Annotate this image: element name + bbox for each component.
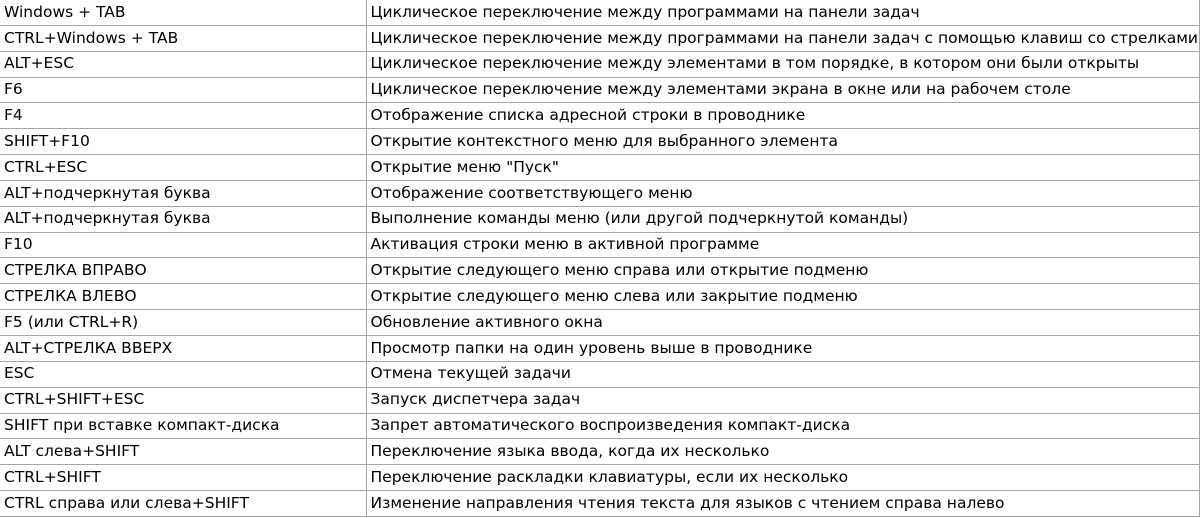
table-row <box>0 413 1199 439</box>
shortcut-key-cell: Windows + TAB <box>0 0 366 25</box>
shortcut-action-cell: Запрет автоматического воспроизведения компакт-диска <box>366 413 1199 439</box>
shortcut-action-cell: Переключение языка ввода, когда их несколько <box>366 439 1199 465</box>
table-row <box>0 51 1199 77</box>
table-row <box>0 103 1199 129</box>
shortcut-key-cell: ALT+ESC <box>0 51 366 77</box>
shortcut-action-cell: Отображение соответствующего меню <box>366 180 1199 206</box>
table-row <box>0 335 1199 361</box>
shortcut-key-cell: ALT+подчеркнутая буква <box>0 180 366 206</box>
shortcut-action-cell: Циклическое переключение между элементами экрана в окне или на рабочем столе <box>366 77 1199 103</box>
shortcut-key-cell: CTRL+ESC <box>0 155 366 181</box>
table-row <box>0 0 1199 25</box>
shortcut-key-cell: СТРЕЛКА ВПРАВО <box>0 258 366 284</box>
shortcut-action-cell: Отображение списка адресной строки в проводнике <box>366 103 1199 129</box>
shortcut-action-cell: Циклическое переключение между элементами в том порядке, в котором они были открыты <box>366 51 1199 77</box>
shortcut-key-cell: CTRL справа или слева+SHIFT <box>0 491 366 517</box>
shortcut-key-cell: CTRL+Windows + TAB <box>0 25 366 51</box>
shortcut-action-cell: Активация строки меню в активной программе <box>366 232 1199 258</box>
shortcut-key-cell: ALT слева+SHIFT <box>0 439 366 465</box>
shortcut-key-cell: CTRL+SHIFT <box>0 465 366 491</box>
table-row <box>0 129 1199 155</box>
table-row <box>0 310 1199 336</box>
shortcut-key-cell: СТРЕЛКА ВЛЕВО <box>0 284 366 310</box>
shortcut-key-cell: F5 (или CTRL+R) <box>0 310 366 336</box>
shortcut-action-cell: Открытие меню "Пуск" <box>366 155 1199 181</box>
table-row <box>0 491 1199 517</box>
shortcut-key-cell: ESC <box>0 361 366 387</box>
table-row <box>0 361 1199 387</box>
shortcut-key-cell: SHIFT при вставке компакт-диска <box>0 413 366 439</box>
shortcut-key-cell: ALT+СТРЕЛКА ВВЕРХ <box>0 335 366 361</box>
shortcut-action-cell: Циклическое переключение между программами на панели задач с помощью клавиш со стрелками <box>366 25 1199 51</box>
shortcut-action-cell: Открытие контекстного меню для выбранного элемента <box>366 129 1199 155</box>
shortcut-key-cell: F10 <box>0 232 366 258</box>
table-row <box>0 284 1199 310</box>
table-row <box>0 465 1199 491</box>
table-row <box>0 206 1199 232</box>
table-row <box>0 180 1199 206</box>
shortcut-key-cell: ALT+подчеркнутая буква <box>0 206 366 232</box>
shortcut-action-cell: Запуск диспетчера задач <box>366 387 1199 413</box>
shortcut-action-cell: Выполнение команды меню (или другой подчеркнутой команды) <box>366 206 1199 232</box>
shortcut-action-cell: Отмена текущей задачи <box>366 361 1199 387</box>
shortcut-action-cell: Изменение направления чтения текста для языков с чтением справа налево <box>366 491 1199 517</box>
table-row <box>0 25 1199 51</box>
table-row <box>0 439 1199 465</box>
shortcut-action-cell: Открытие следующего меню справа или открытие подменю <box>366 258 1199 284</box>
shortcut-key-cell: CTRL+SHIFT+ESC <box>0 387 366 413</box>
shortcut-action-cell: Переключение раскладки клавиатуры, если их несколько <box>366 465 1199 491</box>
shortcut-action-cell: Обновление активного окна <box>366 310 1199 336</box>
shortcut-key-cell: SHIFT+F10 <box>0 129 366 155</box>
shortcut-action-cell: Циклическое переключение между программами на панели задач <box>366 0 1199 25</box>
table-row <box>0 155 1199 181</box>
shortcut-key-cell: F6 <box>0 77 366 103</box>
table-row <box>0 232 1199 258</box>
shortcut-action-cell: Открытие следующего меню слева или закрытие подменю <box>366 284 1199 310</box>
shortcut-key-cell: F4 <box>0 103 366 129</box>
table-row <box>0 77 1199 103</box>
table-row <box>0 387 1199 413</box>
table-row <box>0 258 1199 284</box>
shortcut-action-cell: Просмотр папки на один уровень выше в проводнике <box>366 335 1199 361</box>
